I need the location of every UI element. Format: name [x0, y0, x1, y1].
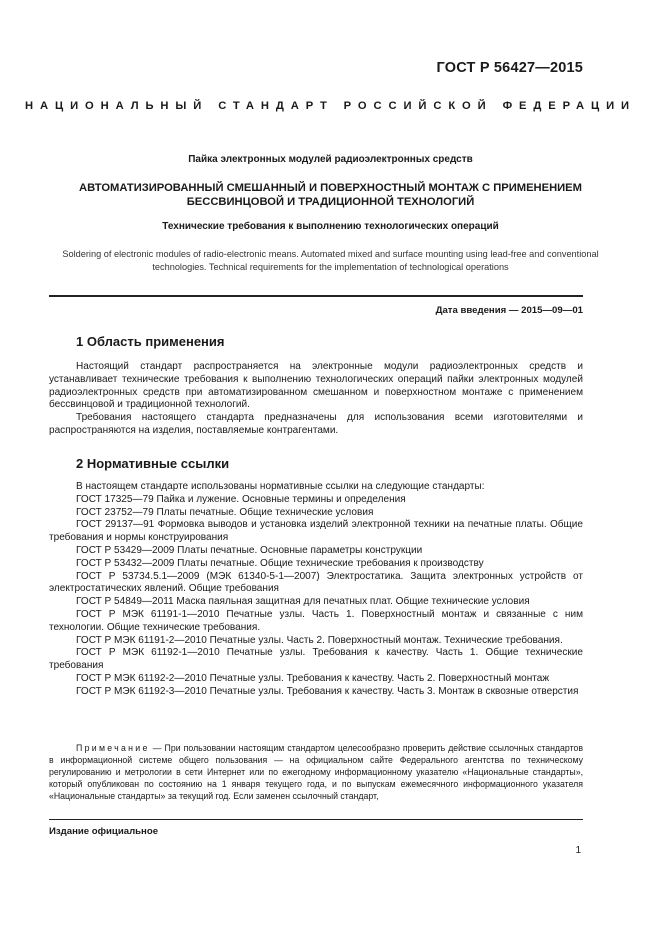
introduction-date: Дата введения — 2015—09—01: [435, 305, 583, 316]
document-code: ГОСТ Р 56427—2015: [436, 60, 583, 76]
document-subject: Пайка электронных модулей радиоэлектронных средств: [188, 154, 473, 165]
section-heading-scope: 1 Область применения: [76, 334, 225, 349]
reference-item: ГОСТ 23752—79 Платы печатные. Общие технические условия: [76, 506, 374, 518]
reference-item: ГОСТ Р 53432—2009 Платы печатные. Общие технические требования к производству: [76, 557, 484, 569]
paragraph: Настоящий стандарт распространяется на электронные модули радиоэлектронных средств и устанавливает технические требования к выполнению технологических операций пайки электронных модулей радиоэлектронных средств при автоматизированном смешанном и поверхностном монтаже с применением бессвинцовой и традиционной технологий.: [49, 361, 583, 411]
page-number: 1: [575, 845, 581, 856]
note-dash: —: [149, 743, 165, 753]
english-title: Soldering of electronic modules of radio-electronic means. Automated mixed and surface mounting using lead-free and conventional technologies. Technical requirements for the implementation of technological operations: [62, 249, 599, 272]
section-heading-references: 2 Нормативные ссылки: [76, 456, 230, 471]
paragraph: Требования настоящего стандарта предназначены для использования всеми изготовителями и распространяются на изделия, поставляемые контрагентами.: [49, 412, 583, 436]
reference-item: ГОСТ Р МЭК 61192-3—2010 Печатные узлы. Требования к качеству. Часть 3. Монтаж в сквозные отверстия: [76, 685, 579, 697]
reference-item: ГОСТ Р 54849—2011 Маска паяльная защитная для печатных плат. Общие технические условия: [76, 596, 530, 608]
note-text: При пользовании настоящим стандартом целесообразно проверить действие ссылочных стандартов в информационной системе общего пользования — на официальном сайте Федерального агентства по техническому регулированию и метрологии в сети Интернет или по ежегодному информационному указателю «Национальные стандарты», который опубликован по состоянию на 1 января текущего года, и по выпускам ежемесячного информационного указателя «Национальные стандарты» за текущий год. Если заменен ссылочный стандарт,: [49, 743, 583, 801]
reference-item: ГОСТ Р 53734.5.1—2009 (МЭК 61340-5-1—2007) Электростатика. Защита электронных устройств от электростатических явлений. Общие требования: [49, 570, 583, 595]
reference-item: ГОСТ Р 53429—2009 Платы печатные. Основные параметры конструкции: [76, 544, 423, 556]
footer-divider: [49, 819, 583, 820]
reference-item: ГОСТ 17325—79 Пайка и лужение. Основные термины и определения: [76, 493, 406, 505]
reference-item: ГОСТ Р МЭК 61192-1—2010 Печатные узлы. Требования к качеству. Часть 1. Общие технические требования: [49, 647, 583, 672]
note-block: [49, 742, 583, 802]
official-edition-label: Издание официальное: [49, 826, 159, 837]
section-references-body: [49, 481, 583, 699]
national-standard-banner: НАЦИОНАЛЬНЫЙ СТАНДАРТ РОССИЙСКОЙ ФЕДЕРАЦИИ: [25, 100, 636, 112]
header-divider: [49, 295, 583, 297]
document-subtitle: Технические требования к выполнению технологических операций: [162, 221, 499, 232]
note-label: Примечание: [76, 743, 150, 753]
document-title-line: БЕССВИНЦОВОЙ И ТРАДИЦИОННОЙ ТЕХНОЛОГИЙ: [186, 196, 475, 208]
reference-item: ГОСТ Р МЭК 61191-1—2010 Печатные узлы. Часть 1. Поверхностный монтаж и связанные с ним технологии. Общие технические требования.: [49, 608, 583, 633]
reference-item: ГОСТ 29137—91 Формовка выводов и установка изделий электронной техники на печатные платы. Общие требования и нормы конструирования: [49, 519, 583, 544]
section-scope-body: [49, 361, 583, 438]
reference-item: ГОСТ Р МЭК 61191-2—2010 Печатные узлы. Часть 2. Поверхностный монтаж. Технические требования.: [76, 634, 563, 646]
document-title: [40, 181, 621, 209]
reference-item: ГОСТ Р МЭК 61192-2—2010 Печатные узлы. Требования к качеству. Часть 2. Поверхностный монтаж: [76, 672, 550, 684]
note-paragraph: [49, 742, 583, 802]
paragraph: В настоящем стандарте использованы нормативные ссылки на следующие стандарты:: [76, 481, 485, 492]
document-title-line: АВТОМАТИЗИРОВАННЫЙ СМЕШАННЫЙ И ПОВЕРХНОСТНЫЙ МОНТАЖ С ПРИМЕНЕНИЕМ: [79, 182, 582, 194]
